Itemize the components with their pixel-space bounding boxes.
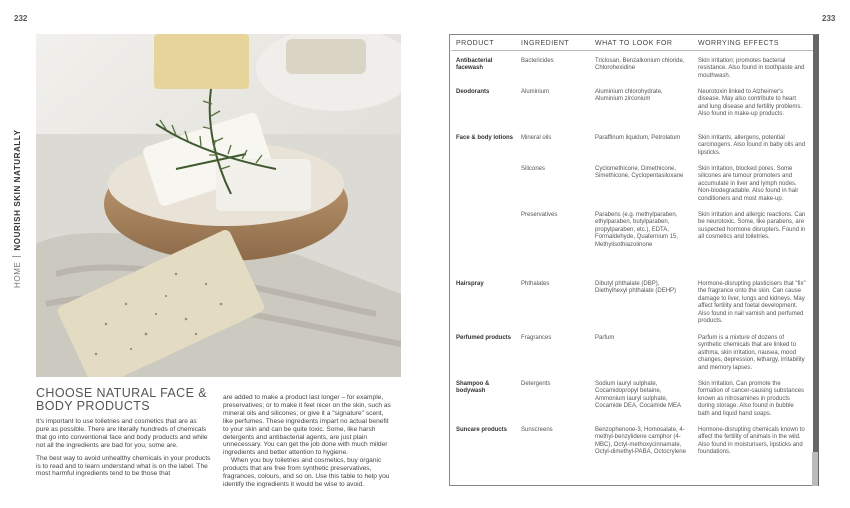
scrollbar[interactable] xyxy=(812,452,818,486)
effects-cell: Skin irritation; promotes bacterial resistance. Also found in toothpaste and mouthwash. xyxy=(698,58,805,79)
page-number-left: 232 xyxy=(14,14,28,23)
effects-cell: Skin irritation, blocked pores. Some silicones are tumour promoters and accumulate in liver and lymph nodes. Non-biodegradable. Also found in hair conditioners and most make-up. xyxy=(698,166,799,202)
effects-cell: Skin irritants, allergens, potential carcinogens. Also found in baby oils and lipsticks. xyxy=(698,135,806,156)
effects-cell: Hormone-disrupting chemicals known to affect the fertility of animals in the wild. Also found in moisturisers, lipsticks and foundations. xyxy=(698,427,805,456)
look-for-cell: Sodium lauryl sulphate, Cocamidopropyl betaine, Ammonium lauryl sulphate, Cocamide DEA, Cocamide MEA xyxy=(595,381,682,410)
body-column-2 xyxy=(223,394,395,489)
effects-cell: Skin irritation and allergic reactions. Can be neurotoxic. Some, like parabens, are suspected hormone disrupters. Found in all cosmetics and toiletries. xyxy=(698,212,806,241)
effects-cell: Hormone-disrupting plasticisers that "fix" the fragrance onto the skin. Can cause damage to liver, lungs and kidneys. May affect fertility and foetal development. Also found in nail varnish and perfumed products. xyxy=(698,281,806,325)
product-cell: Hairspray xyxy=(456,281,484,287)
column-header-what-to-look-for: WHAT TO LOOK FOR xyxy=(595,40,673,47)
look-for-cell: Benzophenone-3, Homosalate, 4-methyl-benzylidene camphor (4-MBC), Octyl-methoxycinnamate, Octyl-dimethyl-PABA, Octocrylene xyxy=(595,427,686,456)
look-for-cell: Paraffinum liquidum, Petrolatum xyxy=(595,135,681,141)
header-rule xyxy=(451,50,813,51)
column-header-ingredient: INGREDIENT xyxy=(521,40,570,47)
paragraph: are added to make a product last longer – for example, preservatives; or to make it feel nicer on the skin, such as mineral oils and silicones; or give it a "signature" scent, like perfumes. These ingredients impart no actual benefit to your skin and can be quite toxic. Some, like harsh detergents and antibacterial agents, are just plain unnecessary. You can get the job done with much milder ingredients and better attention to hygiene. xyxy=(223,394,391,457)
product-cell: Deodorants xyxy=(456,89,490,95)
page-number-right: 233 xyxy=(822,14,836,23)
product-cell: Shampoo & bodywash xyxy=(456,381,490,395)
paragraph: The best way to avoid unhealthy chemicals in your products is to read and to learn understand what is on the label. The most harmful ingredients tend to be those that xyxy=(36,454,211,478)
look-for-cell: Parabens (e.g. methylparaben, ethylparaben, butylparaben, propylparaben, etc.), EDTA, Formaldehyde, Quaternium 15, Methylisothiazolinone xyxy=(595,212,679,248)
column-header-product: PRODUCT xyxy=(456,40,495,47)
ingredient-cell: Silicones xyxy=(521,166,546,172)
ingredient-cell: Preservatives xyxy=(521,212,558,218)
look-for-cell: Triclosan, Benzalkonium chloride, Chlorohexidine xyxy=(595,58,685,72)
effects-cell: Parfum is a mixture of dozens of synthetic chemicals that are linked to asthma, skin irritation, nausea, mood changes, depression, lethargy, irritability and memory lapses. xyxy=(698,335,805,371)
ingredient-cell: Mineral oils xyxy=(521,135,552,141)
ingredient-cell: Bactericides xyxy=(521,58,554,64)
product-cell: Perfumed products xyxy=(456,335,512,341)
section-label: HOME xyxy=(13,261,22,288)
body-column-1 xyxy=(36,418,211,478)
effects-cell: Neurotoxin linked to Alzheimer's disease. May also contribute to heart and lung disease and fertility problems. Also found in make-up products. xyxy=(698,89,803,118)
ingredient-cell: Detergents xyxy=(521,381,551,387)
paragraph: It's important to use toiletries and cosmetics that are as pure as possible. There are literally hundreds of chemicals that go into conventional face and body products and while not all the ingredients are bad for you, some are. xyxy=(36,418,208,449)
ingredient-cell: Aluminium xyxy=(521,89,550,95)
product-cell: Suncare products xyxy=(456,427,508,433)
running-header xyxy=(12,129,22,288)
ingredient-cell: Phthalates xyxy=(521,281,550,287)
soap-photo xyxy=(36,34,401,377)
article-title: CHOOSE NATURAL FACE & BODY PRODUCTS xyxy=(36,386,207,413)
column-header-worrying-effects: WORRYING EFFECTS xyxy=(698,40,779,47)
effects-cell: Skin irritation. Can promote the formation of cancer-causing substances known as nitrosamines in products during storage. Also found in bubble bath and liquid hand soaps. xyxy=(698,381,805,417)
paragraph: When you buy toiletries and cosmetics, buy organic products that are free from synthetic preservatives, fragrances, colours, and so on. Use this table to help you identify the ingredients it would be wise to avoid. xyxy=(223,457,390,488)
chapter-label: NOURISH SKIN NATURALLY xyxy=(13,129,22,251)
look-for-cell: Dibutyl phthalate (DBP), Diethylhexyl phthalate (DEHP) xyxy=(595,281,677,295)
ingredient-cell: Sunscreens xyxy=(521,427,553,433)
look-for-cell: Parfum xyxy=(595,335,615,341)
look-for-cell: Aluminium chlorohydrate, Aluminium zirconium xyxy=(595,89,663,103)
look-for-cell: Cyclomethicone, Dimethicone, Simethicone, Cyclopentasiloxane xyxy=(595,166,684,180)
product-cell: Face & body lotions xyxy=(456,135,514,141)
divider xyxy=(12,256,21,257)
ingredient-cell: Fragrances xyxy=(521,335,552,341)
product-cell: Antibacterial facewash xyxy=(456,58,493,72)
